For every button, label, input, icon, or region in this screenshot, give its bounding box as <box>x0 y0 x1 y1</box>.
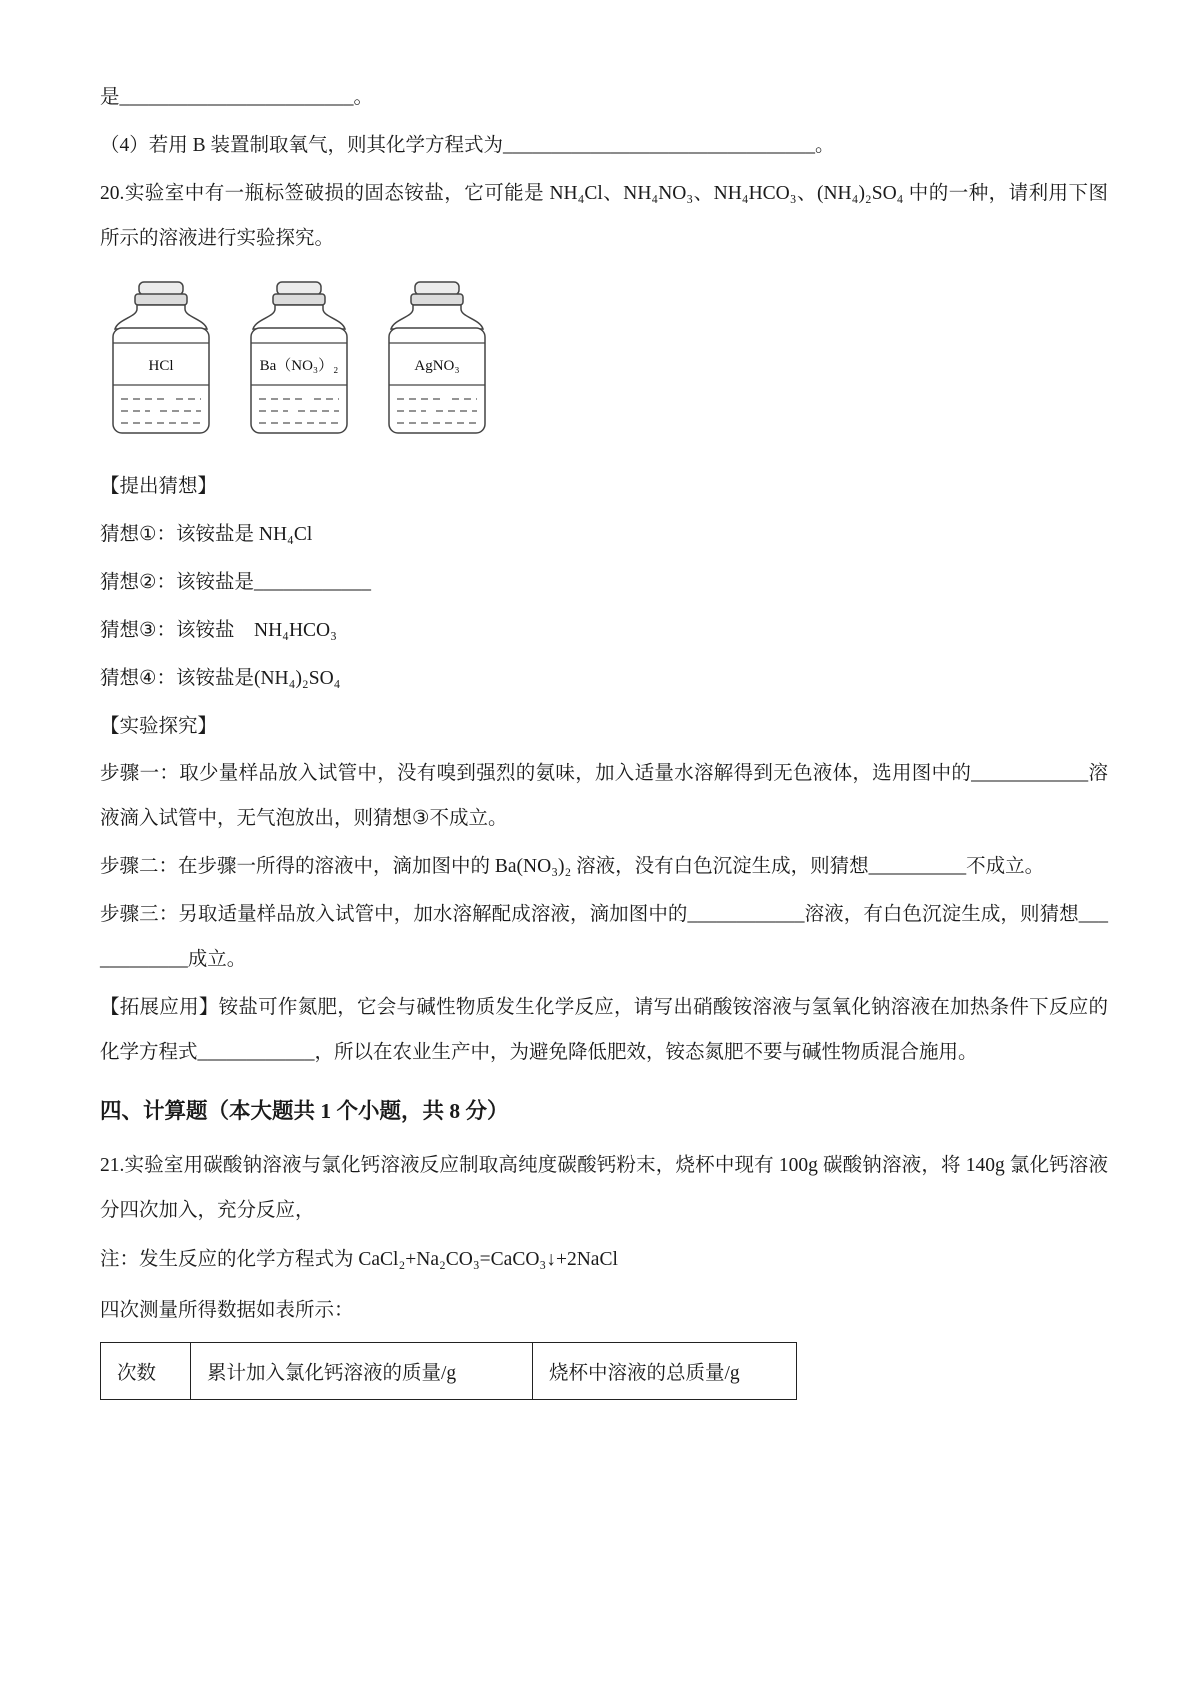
guess-3: 猜想③：该铵盐 NH₄HCO₃ <box>100 619 337 641</box>
measurement-data-table <box>100 1342 797 1400</box>
reagent-bottle-agno3 <box>382 279 492 437</box>
reaction-equation-note: 注：发生反应的化学方程式为 CaCl₂+Na₂CO₃=CaCO₃↓+2NaCl <box>100 1248 618 1270</box>
experiment-step-1: 步骤一：取少量样品放入试管中，没有嗅到强烈的氨味，加入适量水溶解得到无色液体，选用图中的____________溶液滴入试管中，无气泡放出，则猜想③不成立。 <box>100 763 1108 830</box>
reagent-bottle-icon <box>244 279 354 437</box>
table-header-beaker-total-mass: 烧杯中溶液的总质量/g <box>533 1342 797 1399</box>
question-19-4: （4）若用 B 装置制取氧气，则其化学方程式为________________________________。 <box>100 134 835 156</box>
experiment-step-2: 步骤二：在步骤一所得的溶液中，滴加图中的 Ba(NO₃)₂ 溶液，没有白色沉淀生成，则猜想__________不成立。 <box>100 856 1045 878</box>
guess-section-header: 【提出猜想】 <box>100 476 218 498</box>
experiment-section-header: 【实验探究】 <box>100 715 218 737</box>
experiment-step-3: 步骤三：另取适量样品放入试管中，加水溶解配成溶液，滴加图中的____________溶液，有白色沉淀生成，则猜想____________成立。 <box>100 903 1108 970</box>
guess-4: 猜想④：该铵盐是(NH₄)₂SO₄ <box>100 667 341 689</box>
extension-application: 【拓展应用】铵盐可作氮肥，它会与碱性物质发生化学反应，请写出硝酸铵溶液与氢氧化钠溶液在加热条件下反应的化学方程式____________，所以在农业生产中，为避免降低肥效，铵态氮肥不要与碱性物质混合施用。 <box>100 996 1108 1063</box>
guess-1: 猜想①：该铵盐是 NH₄Cl <box>100 524 313 546</box>
bottle-label-ba-no3-2: Ba（NO₃）₂ <box>259 358 339 375</box>
question-20-intro: 20.实验室中有一瓶标签破损的固态铵盐，它可能是 NH₄Cl、NH₄NO₃、NH₄HCO₃、(NH₄)₂SO₄ 中的一种，请利用下图所示的溶液进行实验探究。 <box>100 182 1108 249</box>
table-caption: 四次测量所得数据如表所示： <box>100 1299 354 1321</box>
bottle-label-hcl: HCl <box>148 358 174 375</box>
reagent-bottle-hcl <box>106 279 216 437</box>
table-header-cacl2-solution-mass: 累计加入氯化钙溶液的质量/g <box>191 1342 533 1399</box>
question-21-intro: 21.实验室用碳酸钠溶液与氯化钙溶液反应制取高纯度碳酸钙粉末，烧杯中现有 100g 碳酸钠溶液，将 140g 氯化钙溶液分四次加入，充分反应， <box>100 1155 1108 1222</box>
section-4-heading: 四、计算题（本大题共 1 个小题，共 8 分） <box>100 1099 509 1124</box>
reagent-bottle-icon <box>106 279 216 437</box>
bottle-label-agno3: AgNO₃ <box>414 358 460 375</box>
reagent-bottles-figure <box>106 279 1108 437</box>
answer-blank-line: 是________________________。 <box>100 87 374 108</box>
reagent-bottle-icon <box>382 279 492 437</box>
table-header-row <box>101 1342 797 1399</box>
table-header-count: 次数 <box>101 1342 191 1399</box>
guess-2: 猜想②：该铵盐是____________ <box>100 572 371 594</box>
reagent-bottle-ba-no3-2 <box>244 279 354 437</box>
